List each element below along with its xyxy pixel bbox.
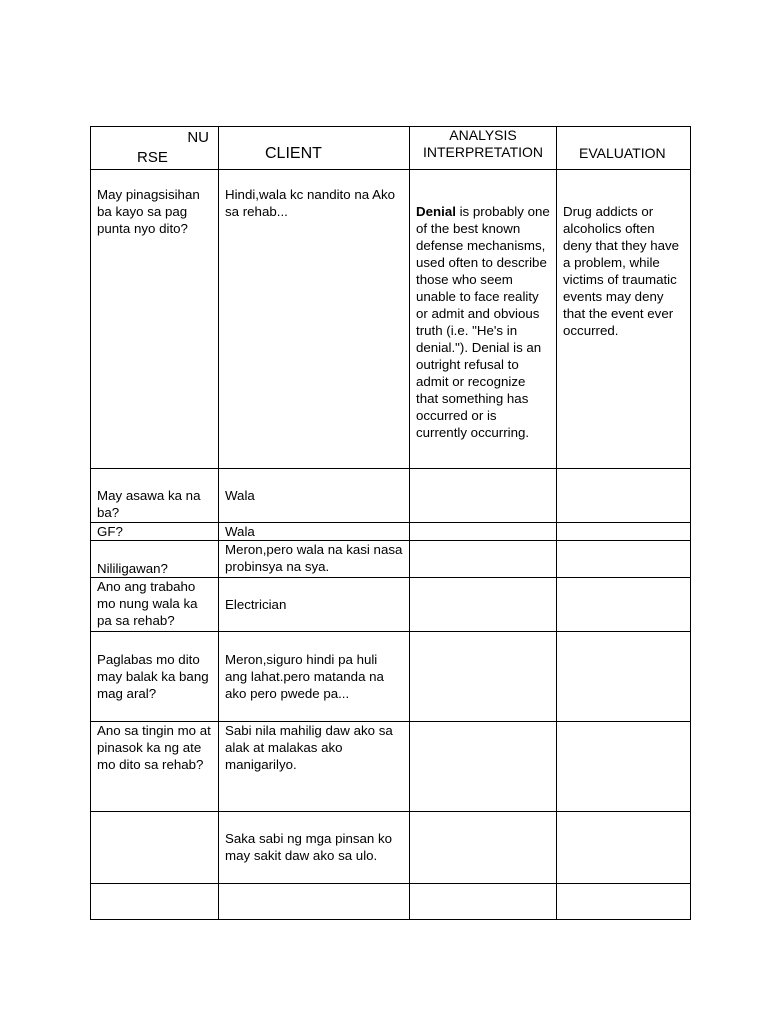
- cell-evaluation: [557, 722, 691, 812]
- cell-evaluation: [557, 523, 691, 541]
- cell-client: Hindi,wala kc nandito na Ako sa rehab...: [219, 170, 410, 469]
- cell-evaluation: [557, 469, 691, 523]
- cell-nurse: May pinagsisihan ba kayo sa pag punta nyo dito?: [91, 170, 219, 469]
- cell-analysis: [410, 884, 557, 920]
- cell-nurse: Nililigawan?: [91, 541, 219, 578]
- table-row: [91, 170, 691, 469]
- cell-analysis: [410, 170, 557, 469]
- analysis-term: Denial: [416, 204, 456, 219]
- cell-analysis: [410, 722, 557, 812]
- table-row: [91, 812, 691, 884]
- cell-evaluation: [557, 541, 691, 578]
- cell-client: [219, 884, 410, 920]
- table-row: [91, 632, 691, 722]
- header-analysis: [410, 127, 557, 170]
- cell-evaluation: [557, 632, 691, 722]
- cell-evaluation: [557, 578, 691, 632]
- cell-nurse: May asawa ka na ba?: [91, 469, 219, 523]
- cell-evaluation: [557, 812, 691, 884]
- table-row: [91, 523, 691, 541]
- cell-evaluation: [557, 884, 691, 920]
- cell-nurse: [91, 812, 219, 884]
- analysis-text: is probably one of the best known defense mechanisms, used often to describe those who seem unable to face reality or admit and obvious truth (i.e. "He's in denial."). Denial is an outright refusal to admit or recognize that something has occurred or is currently occurring.: [416, 204, 550, 440]
- header-evaluation-label: EVALUATION: [579, 145, 666, 161]
- table-row: [91, 541, 691, 578]
- table-row: [91, 578, 691, 632]
- cell-nurse: Ano ang trabaho mo nung wala ka pa sa rehab?: [91, 578, 219, 632]
- cell-analysis: [410, 578, 557, 632]
- header-evaluation: [557, 127, 691, 170]
- cell-nurse: GF?: [91, 523, 219, 541]
- table-row: [91, 469, 691, 523]
- header-nurse: [91, 127, 219, 170]
- cell-nurse: Ano sa tingin mo at pinasok ka ng ate mo dito sa rehab?: [91, 722, 219, 812]
- header-row: [91, 127, 691, 170]
- cell-evaluation: Drug addicts or alcoholics often deny that they have a problem, while victims of traumatic events may deny that the event ever occurred.: [557, 170, 691, 469]
- cell-analysis: [410, 541, 557, 578]
- cell-client: Wala: [219, 469, 410, 523]
- cell-nurse: [91, 884, 219, 920]
- cell-client: Saka sabi ng mga pinsan ko may sakit daw ako sa ulo.: [219, 812, 410, 884]
- cell-analysis: [410, 523, 557, 541]
- header-client-label: CLIENT: [265, 145, 322, 162]
- cell-client: Meron,siguro hindi pa huli ang lahat.pero matanda na ako pero pwede pa...: [219, 632, 410, 722]
- header-nurse-part2: RSE: [137, 149, 168, 166]
- cell-client: Electrician: [219, 578, 410, 632]
- cell-nurse: Paglabas mo dito may balak ka bang mag aral?: [91, 632, 219, 722]
- table-row: [91, 722, 691, 812]
- cell-client: Wala: [219, 523, 410, 541]
- header-analysis-line1: ANALYSIS: [449, 127, 517, 143]
- cell-analysis: [410, 469, 557, 523]
- cell-client: Sabi nila mahilig daw ako sa alak at malakas ako manigarilyo.: [219, 722, 410, 812]
- cell-analysis: [410, 632, 557, 722]
- header-nurse-part1: NU: [187, 129, 209, 146]
- nursing-process-table: [90, 126, 691, 920]
- header-client: [219, 127, 410, 170]
- header-analysis-line2: INTERPRETATION: [422, 144, 544, 160]
- table-row: [91, 884, 691, 920]
- cell-analysis: [410, 812, 557, 884]
- cell-client: Meron,pero wala na kasi nasa probinsya na sya.: [219, 541, 410, 578]
